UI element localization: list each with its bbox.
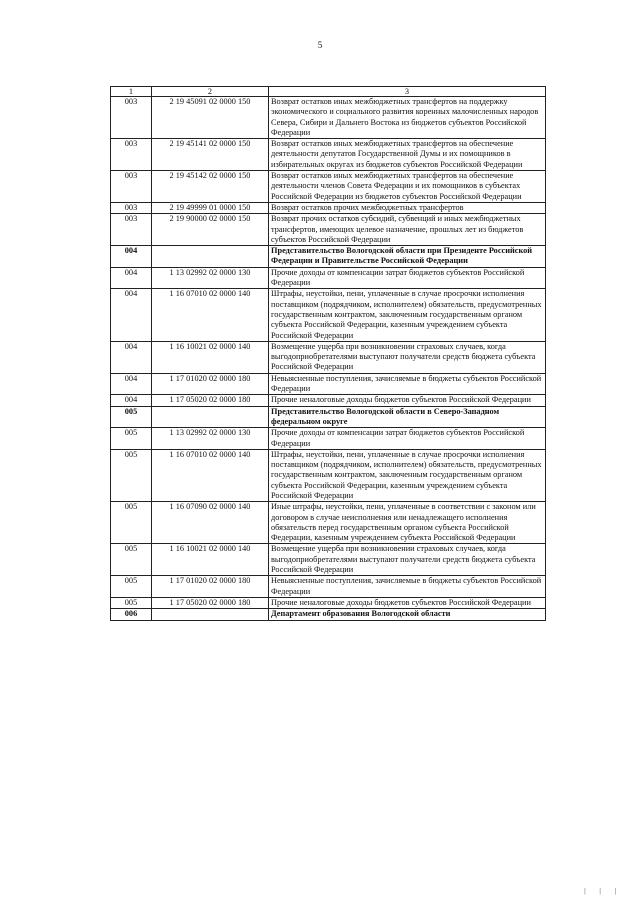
admin-code-cell: 005 xyxy=(111,406,152,428)
section-row xyxy=(111,609,546,620)
description-cell: Иные штрафы, неустойки, пени, уплаченные в соответствии с законом или договором в случае неисполнения или ненадлежащего исполнения обязательств перед государственным органом субъекта Российской Федерации, казенным учреждением субъекта Российской Федерации xyxy=(269,502,546,544)
table-row xyxy=(111,214,546,246)
kbk-code-cell: 1 17 01020 02 0000 180 xyxy=(152,373,269,395)
description-cell: Возврат остатков прочих межбюджетных трансфертов xyxy=(269,202,546,213)
admin-code-cell: 004 xyxy=(111,289,152,341)
description-cell: Возврат прочих остатков субсидий, субвенций и иных межбюджетных трансфертов, имеющих целевое назначение, прошлых лет из бюджетов субъектов Российской Федерации xyxy=(269,214,546,246)
admin-code-cell: 004 xyxy=(111,373,152,395)
description-cell: Представительство Вологодской области при Президенте Российской Федерации и Правительстве Российской Федерации xyxy=(269,246,546,268)
table-row xyxy=(111,428,546,450)
description-cell: Возврат остатков иных межбюджетных трансфертов на обеспечение деятельности депутатов Государственной Думы и их помощников в избирательных округах из бюджетов субъектов Российской Федерации xyxy=(269,139,546,171)
description-cell: Возмещение ущерба при возникновении страховых случаев, когда выгодоприобретателями выступают получатели средств бюджета субъекта Российской Федерации xyxy=(269,544,546,576)
table-row xyxy=(111,395,546,406)
description-cell: Невыясненные поступления, зачисляемые в бюджеты субъектов Российской Федерации xyxy=(269,373,546,395)
section-row xyxy=(111,246,546,268)
budget-classification-table xyxy=(110,86,546,621)
admin-code-cell: 004 xyxy=(111,341,152,373)
description-cell: Департамент образования Вологодской области xyxy=(269,609,546,620)
kbk-code-cell: 1 13 02992 02 0000 130 xyxy=(152,267,269,289)
admin-code-cell: 006 xyxy=(111,609,152,620)
admin-code-cell: 004 xyxy=(111,267,152,289)
description-cell: Прочие неналоговые доходы бюджетов субъектов Российской Федерации xyxy=(269,597,546,608)
table-row xyxy=(111,373,546,395)
header-col-2: 2 xyxy=(152,87,269,97)
admin-code-cell: 005 xyxy=(111,544,152,576)
kbk-code-cell: 1 16 07010 02 0000 140 xyxy=(152,449,269,501)
table-row xyxy=(111,597,546,608)
admin-code-cell: 003 xyxy=(111,171,152,203)
admin-code-cell: 003 xyxy=(111,139,152,171)
description-cell: Штрафы, неустойки, пени, уплаченные в случае просрочки исполнения поставщиком (подрядчиком, исполнителем) обязательств, предусмотренных государственным контрактом, заключенным государственным органом субъекта Российской Федерации, казенным учреждением субъекта Российской Федерации xyxy=(269,289,546,341)
description-cell: Прочие доходы от компенсации затрат бюджетов субъектов Российской Федерации xyxy=(269,267,546,289)
table-row xyxy=(111,576,546,598)
admin-code-cell: 005 xyxy=(111,502,152,544)
scan-marks: | | | xyxy=(584,887,622,895)
kbk-code-cell: 1 16 10021 02 0000 140 xyxy=(152,544,269,576)
table-row xyxy=(111,267,546,289)
kbk-code-cell: 1 16 07090 02 0000 140 xyxy=(152,502,269,544)
kbk-code-cell: 1 17 05020 02 0000 180 xyxy=(152,597,269,608)
description-cell: Представительство Вологодской области в Северо-Западном федеральном округе xyxy=(269,406,546,428)
kbk-code-cell xyxy=(152,406,269,428)
table-row xyxy=(111,171,546,203)
kbk-code-cell: 2 19 90000 02 0000 150 xyxy=(152,214,269,246)
kbk-code-cell: 2 19 45141 02 0000 150 xyxy=(152,139,269,171)
table-row xyxy=(111,97,546,139)
header-row xyxy=(111,87,546,97)
admin-code-cell: 004 xyxy=(111,395,152,406)
table-row xyxy=(111,139,546,171)
kbk-code-cell: 2 19 49999 01 0000 150 xyxy=(152,202,269,213)
admin-code-cell: 005 xyxy=(111,428,152,450)
description-cell: Возврат остатков иных межбюджетных трансфертов на поддержку экономического и социального развития коренных малочисленных народов Севера, Сибири и Дальнего Востока из бюджетов субъектов Российской Федерации xyxy=(269,97,546,139)
table-row xyxy=(111,202,546,213)
admin-code-cell: 005 xyxy=(111,449,152,501)
page-number: 5 xyxy=(317,40,323,50)
admin-code-cell: 003 xyxy=(111,97,152,139)
admin-code-cell: 005 xyxy=(111,597,152,608)
kbk-code-cell: 1 17 01020 02 0000 180 xyxy=(152,576,269,598)
header-col-1: 1 xyxy=(111,87,152,97)
kbk-code-cell: 1 17 05020 02 0000 180 xyxy=(152,395,269,406)
table-body xyxy=(111,97,546,621)
header-col-3: 3 xyxy=(269,87,546,97)
admin-code-cell: 003 xyxy=(111,214,152,246)
description-cell: Штрафы, неустойки, пени, уплаченные в случае просрочки исполнения поставщиком (подрядчиком, исполнителем) обязательств, предусмотренных государственным контрактом, заключенным государственным органом субъекта Российской Федерации, казенным учреждением субъекта Российской Федерации xyxy=(269,449,546,501)
kbk-code-cell xyxy=(152,246,269,268)
description-cell: Прочие доходы от компенсации затрат бюджетов субъектов Российской Федерации xyxy=(269,428,546,450)
table-row xyxy=(111,449,546,501)
kbk-code-cell: 1 13 02992 02 0000 130 xyxy=(152,428,269,450)
admin-code-cell: 004 xyxy=(111,246,152,268)
table-row xyxy=(111,502,546,544)
kbk-code-cell xyxy=(152,609,269,620)
section-row xyxy=(111,406,546,428)
kbk-code-cell: 1 16 07010 02 0000 140 xyxy=(152,289,269,341)
table-header xyxy=(111,87,546,97)
admin-code-cell: 005 xyxy=(111,576,152,598)
admin-code-cell: 003 xyxy=(111,202,152,213)
description-cell: Возмещение ущерба при возникновении страховых случаев, когда выгодоприобретателями выступают получатели средств бюджета субъекта Российской Федерации xyxy=(269,341,546,373)
table-row xyxy=(111,289,546,341)
table-row xyxy=(111,544,546,576)
table-row xyxy=(111,341,546,373)
description-cell: Прочие неналоговые доходы бюджетов субъектов Российской Федерации xyxy=(269,395,546,406)
description-cell: Возврат остатков иных межбюджетных трансфертов на обеспечение деятельности членов Совета Федерации и их помощников в субъектах Российской Федерации из бюджетов субъектов Российской Федерации xyxy=(269,171,546,203)
description-cell: Невыясненные поступления, зачисляемые в бюджеты субъектов Российской Федерации xyxy=(269,576,546,598)
kbk-code-cell: 2 19 45142 02 0000 150 xyxy=(152,171,269,203)
kbk-code-cell: 2 19 45091 02 0000 150 xyxy=(152,97,269,139)
kbk-code-cell: 1 16 10021 02 0000 140 xyxy=(152,341,269,373)
